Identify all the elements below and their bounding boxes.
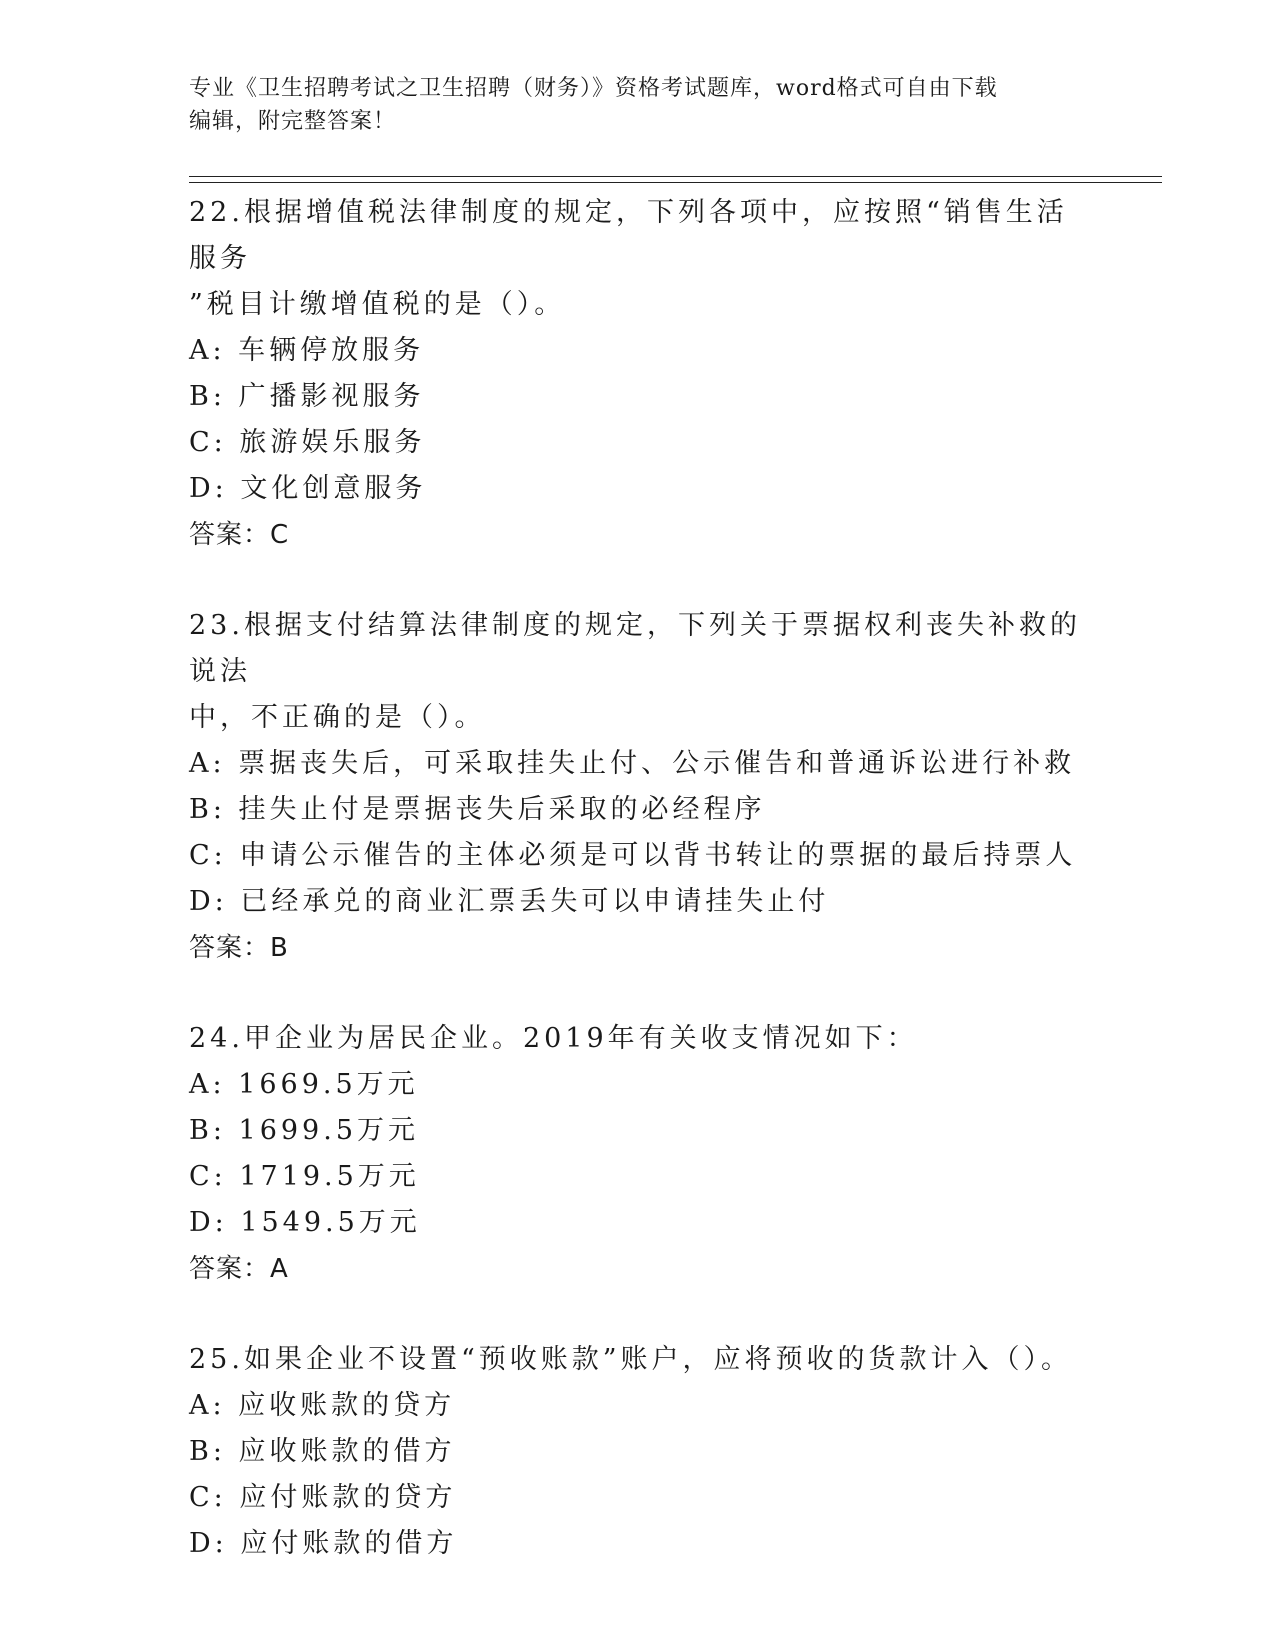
option-c: C: 应付账款的贷方 [189, 1482, 457, 1513]
question-stem-line: 中，不正确的是（）。 [189, 702, 486, 733]
option-b: B: 广播影视服务 [189, 381, 425, 412]
option-d: D: 应付账款的借方 [189, 1528, 458, 1559]
question-25 [189, 1337, 1089, 1567]
question-spacer [189, 971, 1089, 1016]
question-22 [189, 190, 1089, 558]
question-stem-line: 23.根据支付结算法律制度的规定，下列关于票据权利丧失补救的说法 [189, 610, 1081, 687]
option-c: C: 旅游娱乐服务 [189, 427, 426, 458]
answer: 答案：C [189, 520, 290, 550]
question-24 [189, 1016, 1089, 1292]
option-b: B: 挂失止付是票据丧失后采取的必经程序 [189, 794, 766, 825]
header-line-2: 编辑，附完整答案！ [189, 109, 397, 134]
question-list [189, 190, 1089, 1567]
option-d: D: 已经承兑的商业汇票丢失可以申请挂失止付 [189, 886, 830, 917]
answer: 答案：A [189, 1254, 289, 1284]
question-spacer [189, 558, 1089, 603]
option-b: B: 1699.5万元 [189, 1115, 419, 1146]
question-spacer [189, 1292, 1089, 1337]
option-c: C: 1719.5万元 [189, 1161, 420, 1192]
option-d: D: 1549.5万元 [189, 1207, 421, 1238]
answer: 答案：B [189, 933, 289, 963]
option-b: B: 应收账款的借方 [189, 1436, 456, 1467]
option-d: D: 文化创意服务 [189, 473, 427, 504]
option-a: A: 票据丧失后，可采取挂失止付、公示催告和普通诉讼进行补救 [189, 748, 1076, 779]
question-stem-line: 24.甲企业为居民企业。2019年有关收支情况如下： [189, 1023, 918, 1054]
header-line-1: 专业《卫生招聘考试之卫生招聘（财务）》资格考试题库，word格式可自由下载 [189, 76, 998, 101]
header-divider-bottom [189, 182, 1162, 183]
option-c: C: 申请公示催告的主体必须是可以背书转让的票据的最后持票人 [189, 840, 1077, 871]
question-stem-line: 25.如果企业不设置“预收账款”账户，应将预收的货款计入（）。 [189, 1344, 1073, 1375]
question-stem-line: 22.根据增值税法律制度的规定，下列各项中，应按照“销售生活服务 [189, 197, 1068, 274]
question-23 [189, 603, 1089, 971]
document-header [189, 72, 1089, 138]
option-a: A: 应收账款的贷方 [189, 1390, 456, 1421]
header-divider-top [189, 176, 1162, 177]
option-a: A: 车辆停放服务 [189, 335, 425, 366]
question-stem-line: ”税目计缴增值税的是（）。 [189, 289, 566, 320]
option-a: A: 1669.5万元 [189, 1069, 419, 1100]
